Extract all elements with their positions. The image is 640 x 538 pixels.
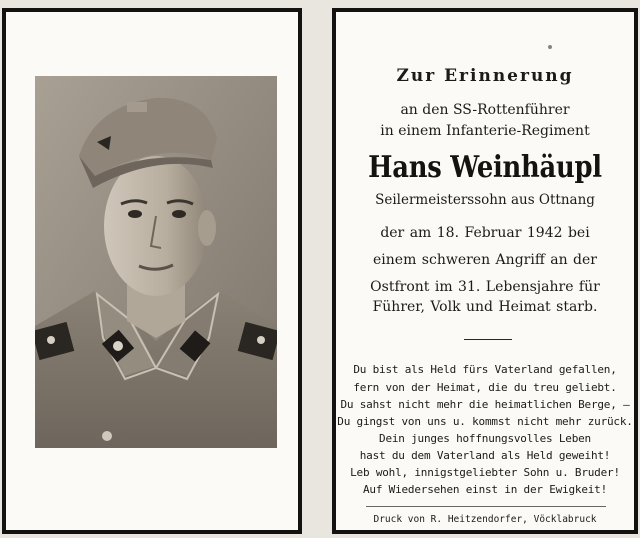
short-divider: [464, 339, 512, 340]
memorial-heading: Zur Erinnerung: [396, 66, 574, 86]
deceased-name: Hans Weinhäupl: [368, 150, 602, 185]
poem-line: Dein junges hoffnungsvolles Leben: [379, 432, 591, 445]
portrait-photo: [35, 76, 277, 448]
memorial-text-panel: [332, 8, 638, 534]
soldier-portrait-image: [35, 76, 277, 448]
footer-divider: [366, 506, 606, 507]
printer-credit: Druck von R. Heitzendorfer, Vöcklabruck: [373, 514, 597, 525]
death-notice-line: einem schweren Angriff an der: [373, 252, 597, 268]
photo-panel: [2, 8, 302, 534]
death-notice-line: der am 18. Februar 1942 bei: [380, 225, 590, 241]
poem-line: Auf Wiedersehen einst in der Ewigkeit!: [362, 483, 608, 496]
poem-line: fern von der Heimat, die du treu geliebt.: [353, 381, 617, 394]
death-notice-line: Führer, Volk und Heimat starb.: [372, 299, 598, 315]
death-notice-line: Ostfront im 31. Lebensjahre für: [370, 279, 600, 295]
regiment-line: in einem Infanterie-Regiment: [380, 123, 590, 139]
poem-line: Leb wohl, innigstgeliebter Sohn u. Bruder!: [350, 466, 620, 479]
ink-speck: [548, 45, 552, 49]
poem-line: Du sahst nicht mehr die heimatlichen Berge, —: [340, 398, 630, 411]
poem-line: Du bist als Held fürs Vaterland gefallen,: [353, 363, 617, 376]
poem-line: hast du dem Vaterland als Held geweiht!: [359, 449, 611, 462]
rank-line: an den SS-Rottenführer: [400, 102, 570, 118]
origin-line: Seilermeisterssohn aus Ottnang: [375, 192, 595, 208]
poem-line: Du gingst von uns u. kommst nicht mehr zurück.: [337, 415, 633, 428]
